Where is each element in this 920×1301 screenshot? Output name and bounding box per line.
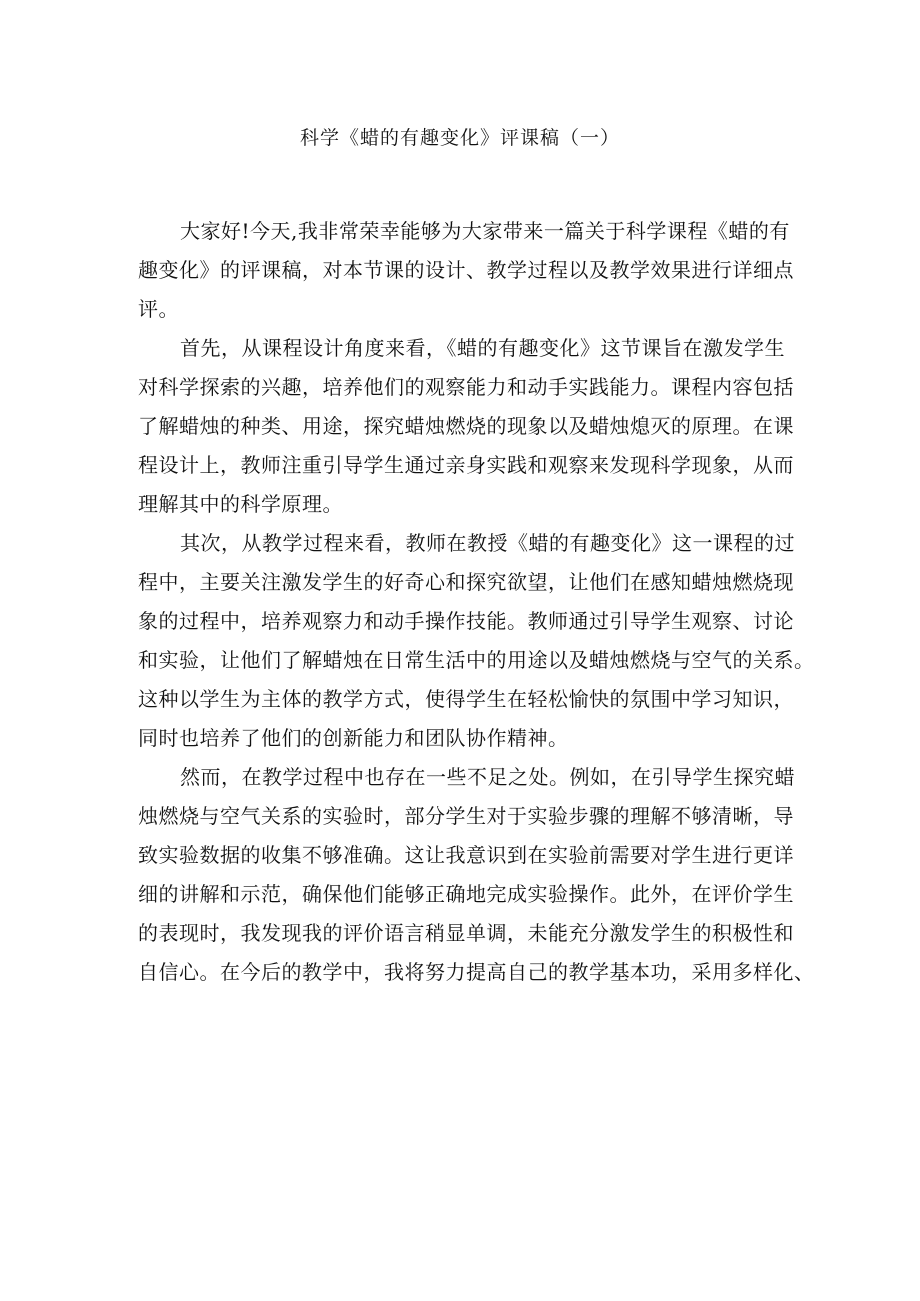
paragraph-4-line-5: 的表现时，我发现我的评价语言稍显单调，未能充分激发学生的积极性和 (138, 921, 794, 945)
paragraph-3-line-5: 这种以学生为主体的教学方式，使得学生在轻松愉快的氛围中学习知识， (138, 687, 794, 711)
paragraph-4-line-1: 然而，在教学过程中也存在一些不足之处。例如，在引导学生探究蜡 (180, 765, 795, 789)
paragraph-4-line-3: 致实验数据的收集不够准确。这让我意识到在实验前需要对学生进行更详 (138, 843, 794, 867)
paragraph-4-line-6: 自信心。在今后的教学中，我将努力提高自己的教学基本功，采用多样化、 (138, 960, 815, 984)
paragraph-4-line-4: 细的讲解和示范，确保他们能够正确地完成实验操作。此外，在评价学生 (138, 882, 794, 906)
document-title: 科学《蜡的有趣变化》评课稿（一） (299, 127, 620, 149)
paragraph-3-line-3: 象的过程中，培养观察力和动手操作技能。教师通过引导学生观察、讨论 (138, 609, 794, 633)
paragraph-3-line-1: 其次，从教学过程来看，教师在教授《蜡的有趣变化》这一课程的过 (180, 531, 795, 555)
paragraph-2-line-5: 理解其中的科学原理。 (138, 492, 343, 516)
paragraph-1-line-2: 趣变化》的评课稿，对本节课的设计、教学过程以及教学效果进行详细点 (138, 258, 794, 282)
paragraph-2-line-4: 程设计上，教师注重引导学生通过亲身实践和观察来发现科学现象，从而 (138, 453, 794, 477)
paragraph-3-line-6: 同时也培养了他们的创新能力和团队协作精神。 (138, 726, 569, 750)
paragraph-2-line-3: 了解蜡烛的种类、用途，探究蜡烛燃烧的现象以及蜡烛熄灭的原理。在课 (138, 414, 794, 438)
paragraph-1-line-3: 评。 (138, 297, 179, 321)
paragraph-4-line-2: 烛燃烧与空气关系的实验时，部分学生对于实验步骤的理解不够清晰，导 (138, 804, 794, 828)
paragraph-1-line-1: 大家好!今天,我非常荣幸能够为大家带来一篇关于科学课程《蜡的有 (180, 219, 790, 243)
paragraph-2-line-2: 对科学探索的兴趣，培养他们的观察能力和动手实践能力。课程内容包括 (138, 375, 794, 399)
paragraph-3-line-2: 程中，主要关注激发学生的好奇心和探究欲望，让他们在感知蜡烛燃烧现 (138, 570, 794, 594)
paragraph-3-line-4: 和实验，让他们了解蜡烛在日常生活中的用途以及蜡烛燃烧与空气的关系。 (138, 648, 815, 672)
document-body (138, 212, 815, 992)
paragraph-2-line-1: 首先，从课程设计角度来看，《蜡的有趣变化》这节课旨在激发学生 (180, 336, 785, 360)
